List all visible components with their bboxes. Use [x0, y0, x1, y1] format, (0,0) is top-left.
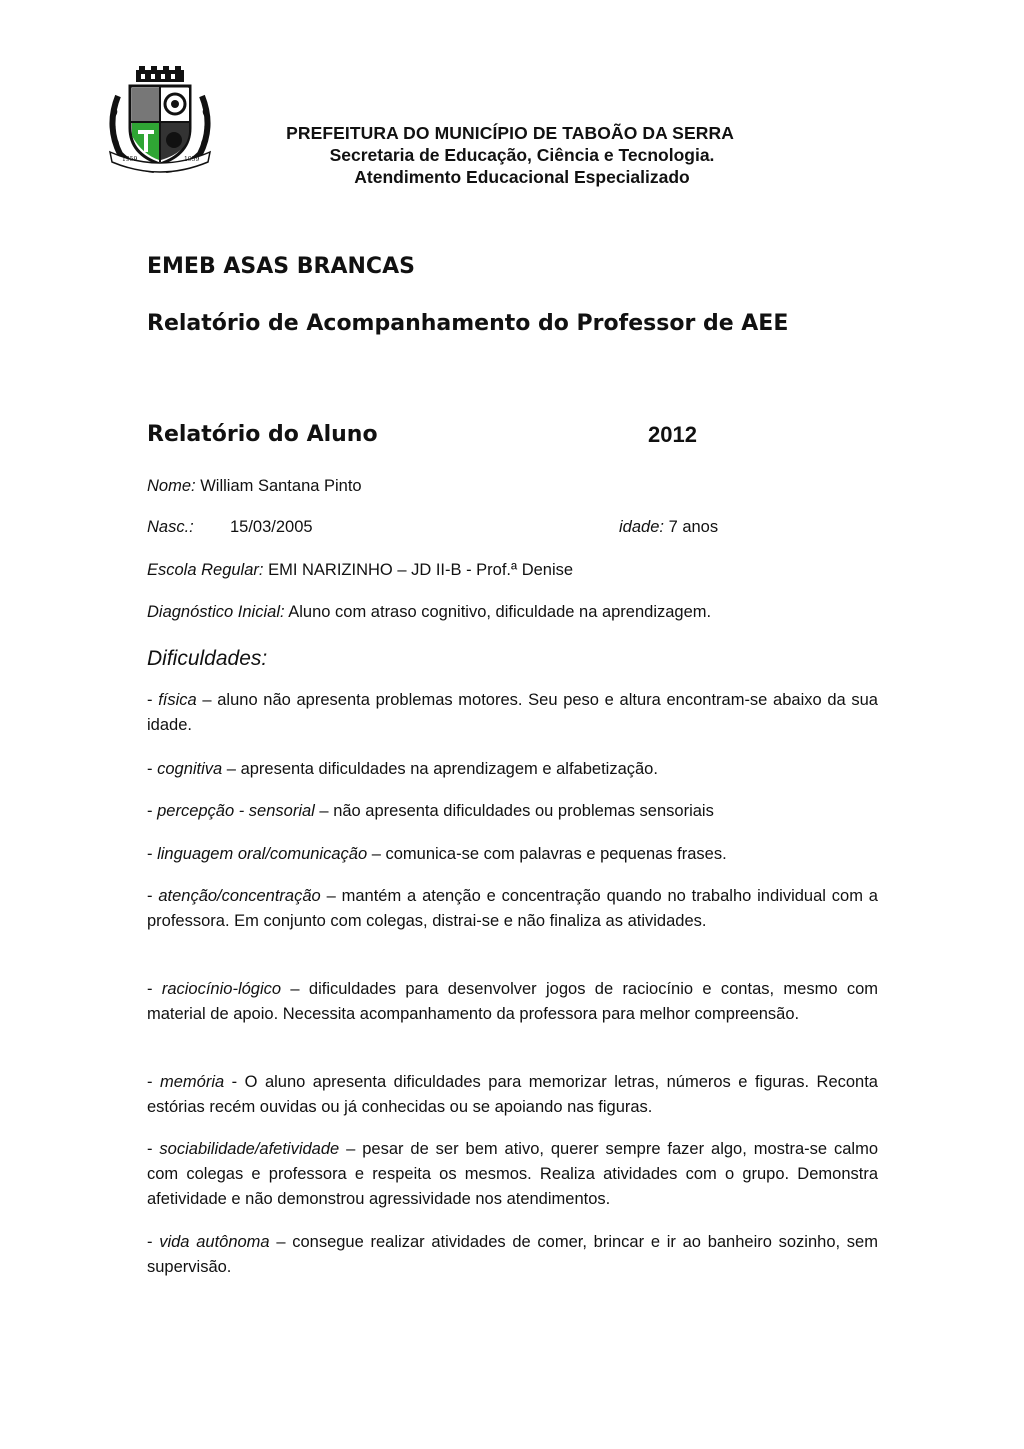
difficulty-text: – não apresenta dificuldades ou problemas sensoriais: [314, 802, 714, 820]
difficulty-text: – pesar de ser bem ativo, querer sempre fazer algo, mostra-se calmo com colegas e professora e respeita os mesmos. Realiza atividades com o grupo. Demonstra afetividade e não demonstrou agressividade nos atendimentos.: [147, 1140, 878, 1208]
name-label: Nome:: [147, 477, 196, 495]
school-name: EMEB ASAS BRANCAS: [147, 254, 415, 279]
difficulty-item: - vida autônoma – consegue realizar atividades de comer, brincar e ir ao banheiro sozinho, sem supervisão.: [147, 1233, 878, 1276]
regular-school-field: [147, 559, 573, 581]
difficulty-label: vida autônoma: [159, 1233, 270, 1251]
age-value: 7 anos: [668, 518, 719, 536]
report-year: 2012: [648, 422, 697, 447]
difficulty-label: sociabilidade/afetividade: [159, 1140, 340, 1158]
difficulty-text: – dificuldades para desenvolver jogos de raciocínio e contas, mesmo com material de apoio. Necessita acompanhamento da professora para melhor compreensão.: [147, 980, 878, 1023]
difficulty-label: memória: [159, 1073, 225, 1091]
difficulty-item: - cognitiva – apresenta dificuldades na aprendizagem e alfabetização.: [147, 760, 658, 778]
municipal-crest-logo: [104, 66, 216, 178]
regular-school-value: EMI NARIZINHO – JD II-B - Prof.ª Denise: [268, 561, 574, 579]
crest-year-left: 1959: [122, 156, 138, 163]
age-field: [619, 516, 718, 538]
dob-value: 15/03/2005: [230, 518, 313, 536]
diagnosis-field: [147, 601, 711, 623]
secretariat-name: Secretaria de Educação, Ciência e Tecnologia.: [329, 145, 715, 165]
report-title: Relatório de Acompanhamento do Professor de AEE: [147, 311, 789, 336]
difficulty-text: – mantém a atenção e concentração quando no trabalho individual com a professora. Em conjunto com colegas, distrai-se e não finaliza as atividades.: [147, 887, 878, 930]
regular-school-label: Escola Regular:: [147, 561, 264, 579]
difficulty-item: - raciocínio-lógico – dificuldades para desenvolver jogos de raciocínio e contas, mesmo com material de apoio. Necessita acompanhamento da professora para melhor compreensão.: [147, 980, 878, 1023]
difficulty-label: percepção - sensorial: [157, 802, 315, 820]
difficulty-text: – apresenta dificuldades na aprendizagem e alfabetização.: [222, 760, 658, 778]
service-name: Atendimento Educacional Especializado: [354, 167, 690, 187]
diagnosis-value: Aluno com atraso cognitivo, dificuldade na aprendizagem.: [288, 603, 712, 621]
name-value: William Santana Pinto: [200, 477, 362, 495]
difficulty-item: - linguagem oral/comunicação – comunica-se com palavras e pequenas frases.: [147, 845, 727, 863]
difficulty-text: – aluno não apresenta problemas motores. Seu peso e altura encontram-se abaixo da sua idade.: [147, 691, 878, 734]
difficulty-text: - O aluno apresenta dificuldades para memorizar letras, números e figuras. Reconta estórias recém ouvidas ou já conhecidas ou se apoiando nas figuras.: [147, 1073, 878, 1116]
difficulty-item: - percepção - sensorial – não apresenta dificuldades ou problemas sensoriais: [147, 802, 714, 820]
difficulty-label: raciocínio-lógico: [161, 980, 282, 998]
difficulty-label: linguagem oral/comunicação: [157, 845, 368, 863]
difficulty-text: – comunica-se com palavras e pequenas frases.: [367, 845, 727, 863]
age-label: idade:: [619, 518, 664, 536]
difficulty-text: – consegue realizar atividades de comer, brincar e ir ao banheiro sozinho, sem supervisão.: [147, 1233, 878, 1276]
institution-header: [230, 122, 790, 188]
name-field: [147, 475, 362, 497]
difficulty-item: - memória - O aluno apresenta dificuldades para memorizar letras, números e figuras. Reconta estórias recém ouvidas ou já conhecidas ou se apoiando nas figuras.: [147, 1073, 878, 1116]
difficulty-item: - sociabilidade/afetividade – pesar de ser bem ativo, querer sempre fazer algo, mostra-se calmo com colegas e professora e respeita os mesmos. Realiza atividades com o grupo. Demonstra afetividade e não demonstrou agressividade nos atendimentos.: [147, 1140, 878, 1208]
difficulties-heading: Dificuldades:: [147, 647, 268, 670]
prefecture-name: PREFEITURA DO MUNICÍPIO DE TABOÃO DA SERRA: [286, 123, 734, 143]
difficulty-label: física: [158, 691, 197, 709]
diagnosis-label: Diagnóstico Inicial:: [147, 603, 285, 621]
crest-year-right: 1959: [184, 156, 200, 163]
dob-label: Nasc.:: [147, 518, 194, 536]
difficulty-item: - física – aluno não apresenta problemas motores. Seu peso e altura encontram-se abaixo da sua idade.: [147, 691, 878, 734]
difficulty-label: atenção/concentração: [158, 887, 321, 905]
difficulty-item: - atenção/concentração – mantém a atenção e concentração quando no trabalho individual com a professora. Em conjunto com colegas, distrai-se e não finaliza as atividades.: [147, 887, 878, 930]
difficulty-label: cognitiva: [157, 760, 223, 778]
student-report-label: Relatório do Aluno: [147, 422, 378, 447]
